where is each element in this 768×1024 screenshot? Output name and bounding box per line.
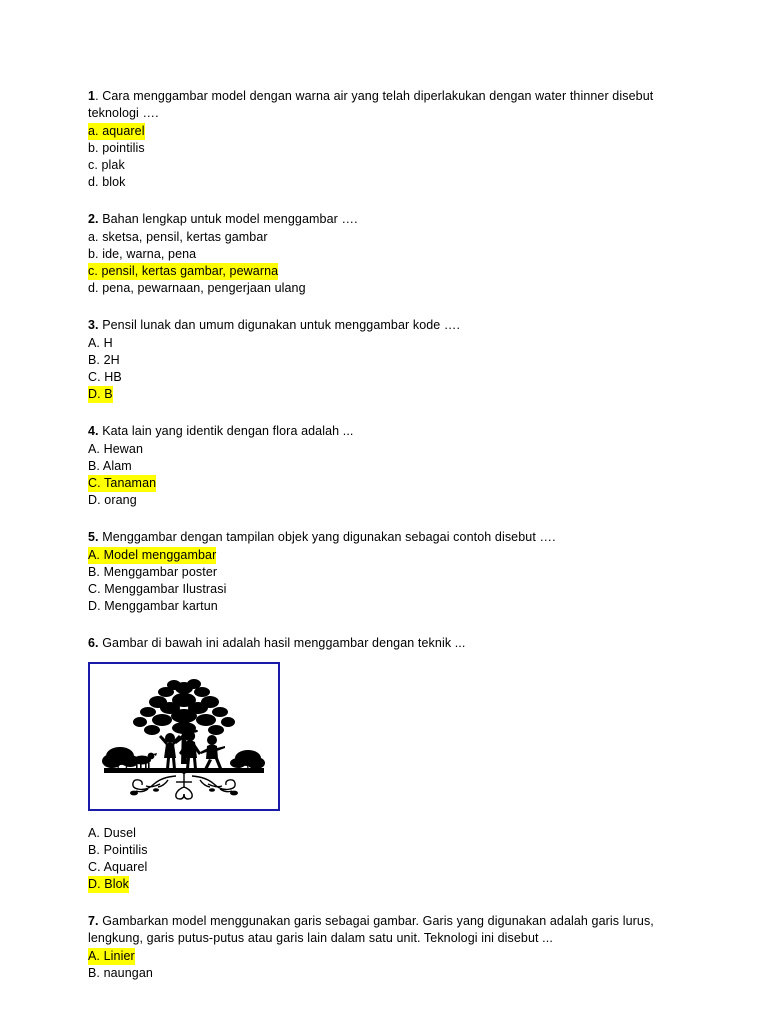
option-a[interactable]: A. Hewan (88, 442, 143, 456)
option-d[interactable]: D. Blok (88, 877, 129, 891)
question-body: Menggambar dengan tampilan objek yang digunakan sebagai contoh disebut …. (98, 530, 556, 544)
option-b[interactable]: B. Pointilis (88, 843, 148, 857)
question-block (88, 635, 680, 893)
question-body: Gambarkan model menggunakan garis sebagai gambar. Garis yang digunakan adalah garis lurus, lengkung, garis putus-putus atau garis lain dalam satu unit. Teknologi ini disebut ... (88, 914, 654, 945)
question-block (88, 913, 680, 982)
question-block (88, 211, 680, 297)
question-body: Kata lain yang identik dengan flora adalah ... (98, 424, 354, 438)
question-number: 2. (88, 212, 99, 226)
option-d[interactable]: D. Menggambar kartun (88, 599, 218, 613)
option-b[interactable]: B. Menggambar poster (88, 565, 218, 579)
question-block (88, 529, 680, 615)
question-number: 3. (88, 318, 99, 332)
option-d[interactable]: D. orang (88, 493, 137, 507)
option-b[interactable]: b. ide, warna, pena (88, 247, 197, 261)
question-text (88, 317, 680, 334)
option-c[interactable]: C. Tanaman (88, 476, 157, 490)
question-text (88, 635, 680, 652)
question-text (88, 529, 680, 546)
question-text (88, 423, 680, 440)
question-number: 6. (88, 636, 99, 650)
option-c[interactable]: C. HB (88, 370, 122, 384)
silhouette-children-playing-tree-illustration (88, 662, 280, 811)
option-a[interactable]: A. H (88, 336, 113, 350)
option-c[interactable]: C. Aquarel (88, 860, 148, 874)
option-b[interactable]: B. 2H (88, 353, 120, 367)
option-b[interactable]: B. Alam (88, 459, 132, 473)
question-block (88, 317, 680, 403)
option-a[interactable]: A. Model menggambar (88, 548, 217, 562)
option-b[interactable]: b. pointilis (88, 141, 145, 155)
question-text (88, 913, 680, 947)
option-d[interactable]: d. pena, pewarnaan, pengerjaan ulang (88, 281, 306, 295)
option-c[interactable]: c. pensil, kertas gambar, pewarna (88, 264, 279, 278)
option-a[interactable]: a. sketsa, pensil, kertas gambar (88, 230, 268, 244)
option-b[interactable]: B. naungan (88, 966, 153, 980)
question-number: 7. (88, 914, 99, 928)
option-a[interactable]: a. aquarel (88, 124, 145, 138)
question-block (88, 423, 680, 509)
option-c[interactable]: C. Menggambar Ilustrasi (88, 582, 227, 596)
option-d[interactable]: D. B (88, 387, 113, 401)
question-number: 4. (88, 424, 99, 438)
question-body: . Cara menggambar model dengan warna air yang telah diperlakukan dengan water thinner disebut teknologi …. (88, 89, 654, 120)
question-body: Bahan lengkap untuk model menggambar …. (98, 212, 358, 226)
question-number: 1 (88, 89, 96, 103)
option-a[interactable]: A. Dusel (88, 826, 137, 840)
question-body: Gambar di bawah ini adalah hasil menggambar dengan teknik ... (98, 636, 466, 650)
option-d[interactable]: d. blok (88, 175, 126, 189)
question-text (88, 211, 680, 228)
option-a[interactable]: A. Linier (88, 949, 135, 963)
question-body: Pensil lunak dan umum digunakan untuk menggambar kode …. (98, 318, 461, 332)
question-block (88, 88, 680, 191)
question-text (88, 88, 680, 122)
figure-wrapper (88, 662, 680, 811)
option-c[interactable]: c. plak (88, 158, 125, 172)
question-number: 5. (88, 530, 99, 544)
